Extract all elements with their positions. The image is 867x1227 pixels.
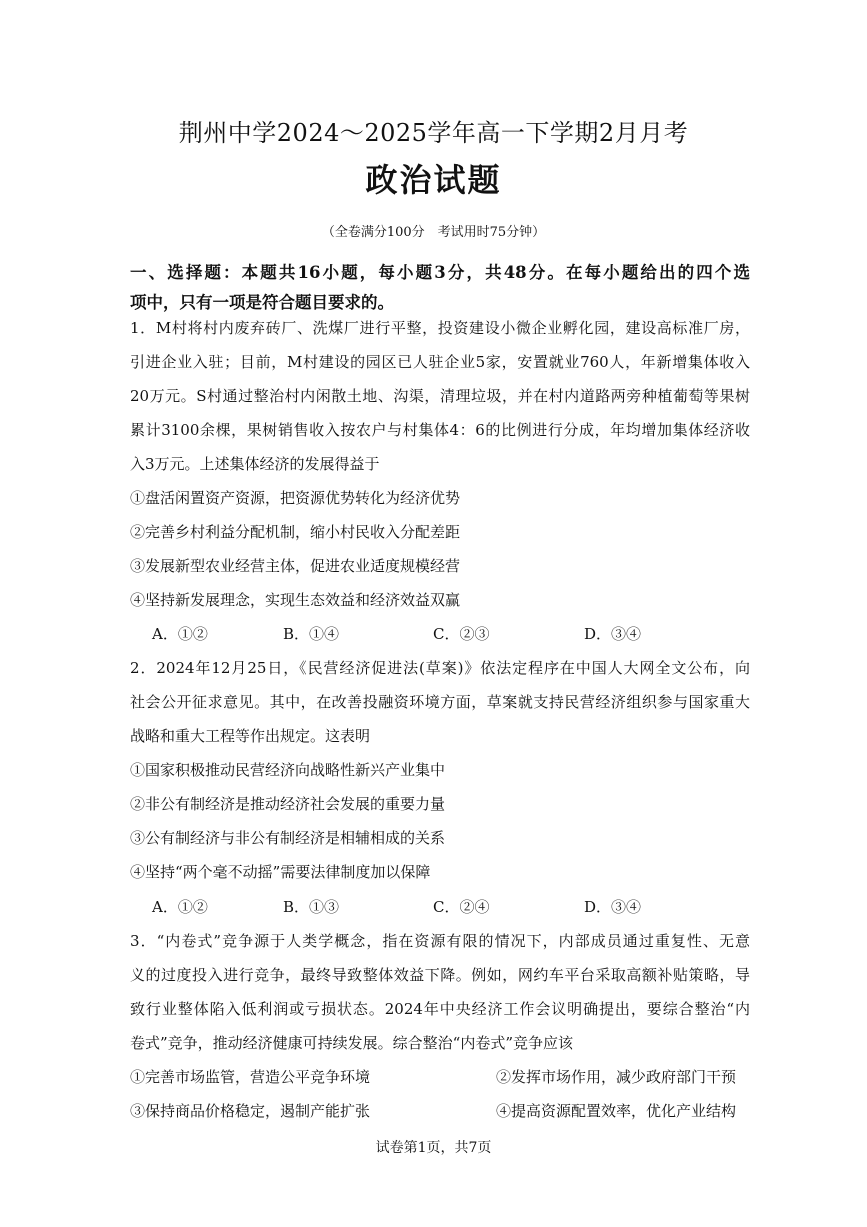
- statement: ②非公有制经济是推动经济社会发展的重要力量: [130, 795, 446, 813]
- section-heading: [130, 258, 750, 318]
- question-text-line: 社会公开征求意见。其中，在改善投融资环境方面，草案就支持民营经济组织参与国家重大: [130, 693, 750, 711]
- exam-subject: 政治试题: [365, 161, 502, 199]
- answer-option-d: D．③④: [584, 625, 642, 643]
- question-text-line: 战略和重大工程等作出规定。这表明: [130, 727, 371, 745]
- statement: ④提高资源配置效率，优化产业结构: [496, 1102, 737, 1120]
- question-text-line: 入3万元。上述集体经济的发展得益于: [130, 455, 380, 473]
- statement: ①盘活闲置资产资源，把资源优势转化为经济优势: [130, 489, 461, 507]
- section-heading-line: 一、选择题：本题共16小题，每小题3分，共48分。在每小题给出的四个选: [130, 263, 750, 282]
- question-text-line: 义的过度投入进行竞争，最终导致整体效益下降。例如，网约车平台采取高额补贴策略，导: [130, 966, 750, 984]
- statement: ③保持商品价格稳定，遏制产能扩张: [130, 1102, 371, 1120]
- question-text-line: 累计3100余棵，果树销售收入按农户与村集体4：6的比例进行分成，年均增加集体经济收: [130, 421, 750, 439]
- statement: ①国家积极推动民营经济向战略性新兴产业集中: [130, 761, 446, 779]
- statement: ③发展新型农业经营主体，促进农业适度规模经营: [130, 557, 461, 575]
- section-heading-line: 项中，只有一项是符合题目要求的。: [130, 293, 394, 312]
- statement: ③公有制经济与非公有制经济是相辅相成的关系: [130, 829, 446, 847]
- statement: ④坚持新发展理念，实现生态效益和经济效益双赢: [130, 591, 461, 609]
- answer-option-b: B．①③: [283, 898, 340, 916]
- question-text-line: 3．“内卷式”竞争源于人类学概念，指在资源有限的情况下，内部成员通过重复性、无意: [130, 932, 750, 950]
- statement: ②发挥市场作用，减少政府部门干预: [496, 1068, 737, 1086]
- answer-option-a: A．①②: [152, 898, 208, 916]
- exam-note: （全卷满分100分 考试用时75分钟）: [321, 225, 546, 240]
- answer-option-b: B．①④: [283, 625, 340, 643]
- statement: ④坚持“两个毫不动摇”需要法律制度加以保障: [130, 863, 431, 881]
- answer-option-a: A．①②: [152, 625, 208, 643]
- answer-option-c: C．②③: [433, 625, 490, 643]
- statement: ②完善乡村利益分配机制，缩小村民收入分配差距: [130, 523, 461, 541]
- question-text-line: 卷式”竞争，推动经济健康可持续发展。综合整治“内卷式”竞争应该: [130, 1034, 574, 1052]
- statement: ①完善市场监管，营造公平竞争环境: [130, 1068, 371, 1086]
- page-footer: 试卷第1页，共7页: [375, 1140, 492, 1156]
- answer-option-c: C．②④: [433, 898, 490, 916]
- question-text-line: 引进企业入驻；目前，M村建设的园区已人驻企业5家，安置就业760人，年新增集体收入: [130, 353, 750, 371]
- question-text-line: 1．M村将村内废弃砖厂、洗煤厂进行平整，投资建设小微企业孵化园，建设高标准厂房，: [130, 319, 750, 337]
- exam-title: 荆州中学2024～2025学年高一下学期2月月考: [178, 119, 689, 147]
- question-text-line: 致行业整体陷入低利润或亏损状态。2024年中央经济工作会议明确提出，要综合整治“内: [130, 1000, 750, 1018]
- question-text-line: 20万元。S村通过整治村内闲散土地、沟渠，清理垃圾，并在村内道路两旁种植葡萄等果树: [130, 387, 750, 405]
- answer-option-d: D．③④: [584, 898, 642, 916]
- question-text-line: 2．2024年12月25日，《民营经济促进法(草案)》依法定程序在中国人大网全文公布，向: [130, 659, 750, 677]
